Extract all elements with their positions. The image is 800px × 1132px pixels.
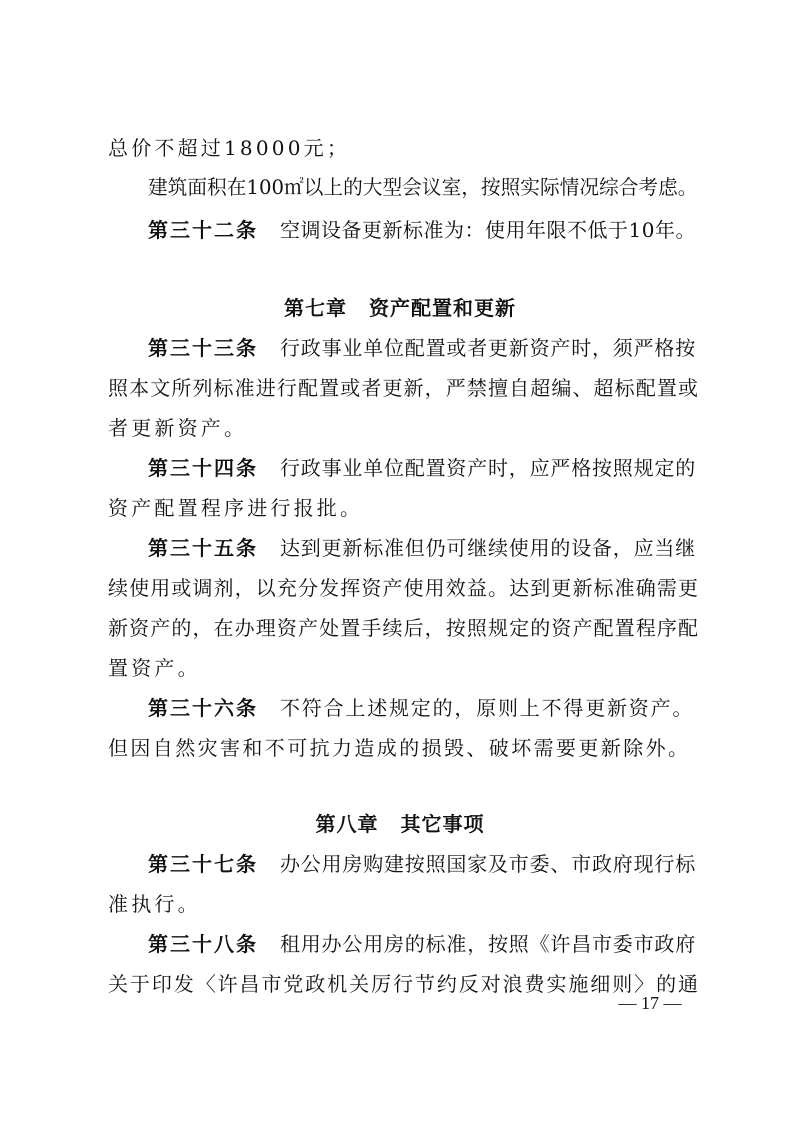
article-text: 办公用房购建按照国家及市委、市政府现行标 xyxy=(280,852,696,876)
article-text: 不符合上述规定的，原则上不得更新资产。 xyxy=(280,696,695,720)
text-line: 者更新资产。 xyxy=(108,416,248,440)
article-34 xyxy=(148,448,698,488)
article-number: 第三十五条 xyxy=(148,536,258,560)
text-line: 新资产的，在办理资产处置手续后，按照规定的资产配置程序配 xyxy=(108,616,698,640)
text-line: 准执行。 xyxy=(108,892,201,916)
article-33 xyxy=(148,328,698,368)
article-text: 租用办公用房的标准，按照《许昌市委市政府 xyxy=(280,932,696,956)
article-32 xyxy=(148,210,698,250)
text-line: 资产配置程序进行报批。 xyxy=(108,496,364,520)
article-36 xyxy=(148,688,698,728)
chapter-number: 第八章 xyxy=(315,812,379,836)
article-number: 第三十六条 xyxy=(148,696,258,720)
article-number: 第三十四条 xyxy=(148,456,258,480)
text-line: 关于印发〈许昌市党政机关厉行节约反对浪费实施细则〉的通 xyxy=(108,972,698,996)
chapter-number: 第七章 xyxy=(284,296,347,320)
text-line: 续使用或调剂，以充分发挥资产使用效益。达到更新标准确需更 xyxy=(108,576,698,600)
chapter-title: 资产配置和更新 xyxy=(369,296,516,320)
article-number: 第三十七条 xyxy=(148,852,258,876)
text-line: 建筑面积在100㎡以上的大型会议室，按照实际情况综合考虑。 xyxy=(148,176,698,199)
article-number: 第三十二条 xyxy=(148,218,258,242)
chapter-heading xyxy=(0,288,800,328)
chapter-title: 其它事项 xyxy=(400,812,485,836)
article-37 xyxy=(148,844,698,884)
article-text: 空调设备更新标准为：使用年限不低于10年。 xyxy=(280,218,696,242)
article-text: 行政事业单位配置或者更新资产时，须严格按 xyxy=(280,336,696,360)
page-number: — 17 — xyxy=(618,993,682,1013)
article-number: 第三十八条 xyxy=(148,932,258,956)
text-line: 置资产。 xyxy=(108,656,201,680)
article-35 xyxy=(148,528,698,568)
article-38 xyxy=(148,924,698,964)
text-line: 总价不超过18000元； xyxy=(108,136,351,160)
text-line: 但因自然灾害和不可抗力造成的损毁、破坏需要更新除外。 xyxy=(108,736,691,760)
text-line: 照本文所列标准进行配置或者更新，严禁擅自超编、超标配置或 xyxy=(108,376,698,400)
chapter-heading xyxy=(0,804,800,844)
article-text: 行政事业单位配置资产时，应严格按照规定的 xyxy=(280,456,696,480)
article-number: 第三十三条 xyxy=(148,336,258,360)
article-text: 达到更新标准但仍可继续使用的设备，应当继 xyxy=(280,536,696,560)
